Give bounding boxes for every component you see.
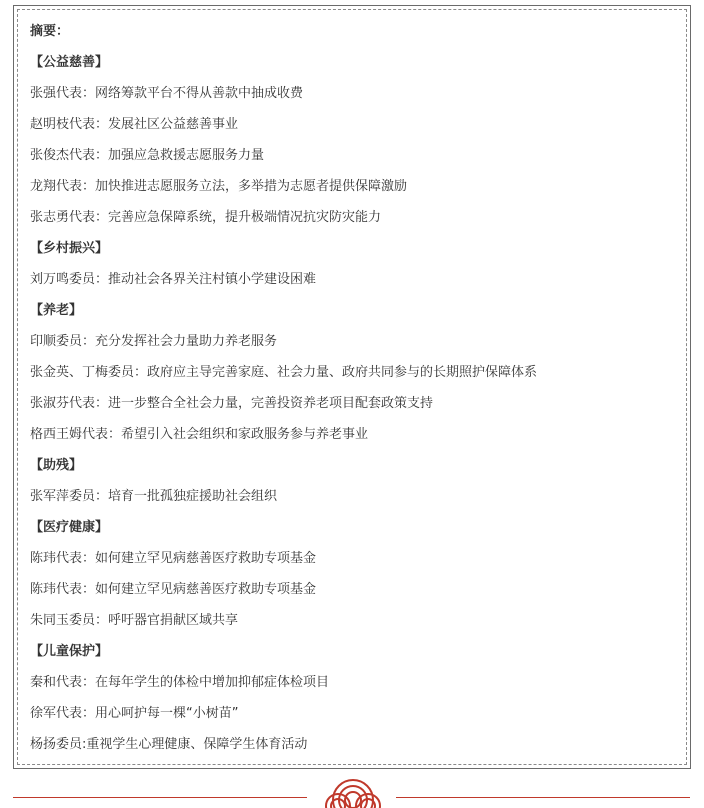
proposal-item: 陈玮代表：如何建立罕见病慈善医疗救助专项基金 (30, 551, 317, 566)
proposal-item: 张淑芬代表：进一步整合全社会力量，完善投资养老项目配套政策支持 (30, 396, 434, 411)
category-heading: 【助残】 (30, 458, 83, 473)
category-heading: 【公益慈善】 (30, 55, 109, 70)
proposal-item: 格西王姆代表：希望引入社会组织和家政服务参与养老事业 (30, 427, 369, 442)
summary-content (30, 16, 680, 760)
proposal-item: 印顺委员：充分发挥社会力量助力养老服务 (30, 334, 278, 349)
proposal-item: 陈玮代表：如何建立罕见病慈善医疗救助专项基金 (30, 582, 317, 597)
proposal-item: 张金英、丁梅委员：政府应主导完善家庭、社会力量、政府共同参与的长期照护保障体系 (30, 365, 538, 380)
category-heading: 【儿童保护】 (30, 644, 109, 659)
summary-heading: 摘要： (30, 24, 70, 39)
proposal-item: 杨扬委员:重视学生心理健康、保障学生体育活动 (30, 737, 308, 752)
footer-divider-left (13, 797, 307, 798)
proposal-item: 秦和代表：在每年学生的体检中增加抑郁症体检项目 (30, 675, 330, 690)
category-heading: 【乡村振兴】 (30, 241, 109, 256)
proposal-item: 张俊杰代表：加强应急救援志愿服务力量 (30, 148, 265, 163)
proposal-item: 刘万鸣委员：推动社会各界关注村镇小学建设困难 (30, 272, 317, 287)
proposal-item: 赵明枝代表：发展社区公益慈善事业 (30, 117, 239, 132)
footer-divider-right (396, 797, 690, 798)
proposal-item: 徐军代表：用心呵护每一棵“小树苗” (30, 706, 239, 721)
proposal-item: 张志勇代表：完善应急保障系统，提升极端情况抗灾防灾能力 (30, 210, 382, 225)
category-heading: 【养老】 (30, 303, 83, 318)
proposal-item: 龙翔代表：加快推进志愿服务立法，多举措为志愿者提供保障激励 (30, 179, 408, 194)
proposal-item: 张军萍委员：培育一批孤独症援助社会组织 (30, 489, 278, 504)
proposal-item: 张强代表：网络筹款平台不得从善款中抽成收费 (30, 86, 304, 101)
summary-list (30, 47, 680, 760)
category-heading: 【医疗健康】 (30, 520, 109, 535)
red-cloud-ornament-icon (322, 776, 384, 808)
proposal-item: 朱同玉委员：呼吁器官捐献区域共享 (30, 613, 239, 628)
